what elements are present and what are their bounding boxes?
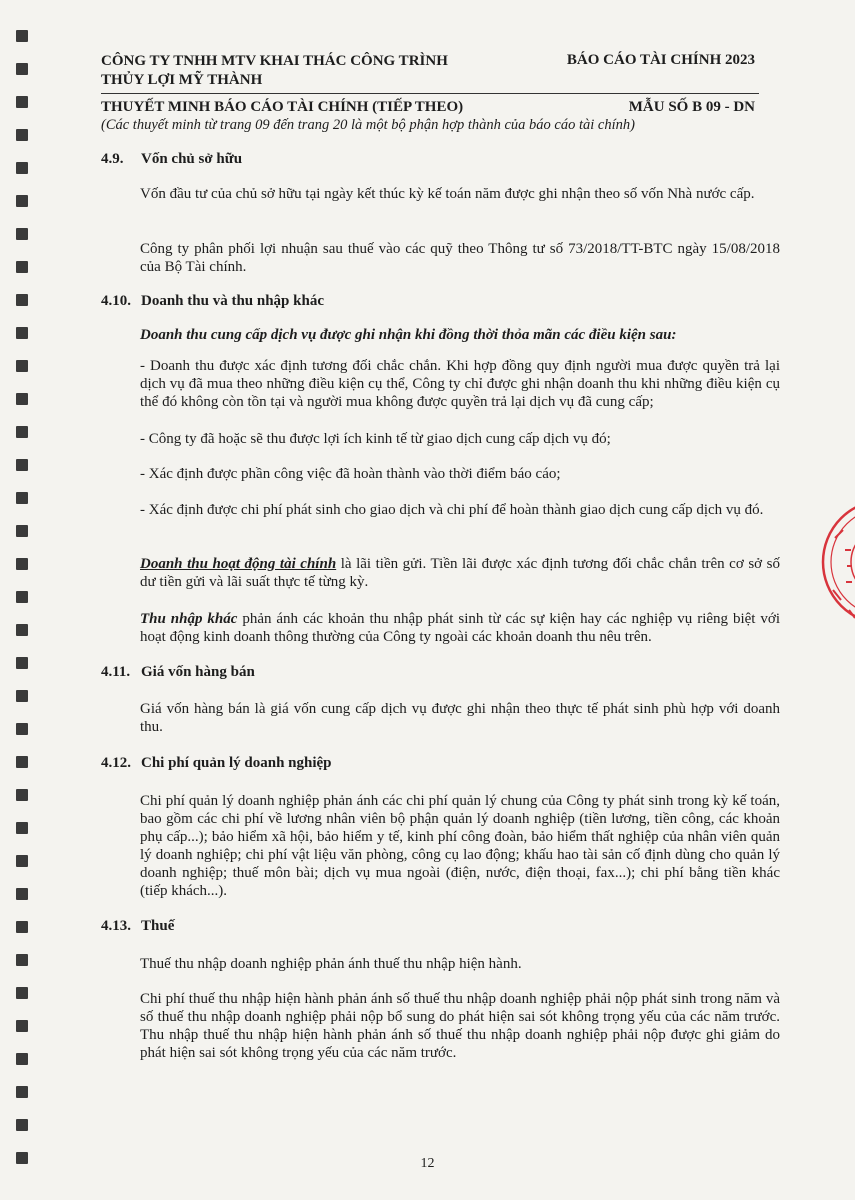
section-title: Thuế <box>141 918 175 934</box>
section-title: Giá vốn hàng bán <box>141 664 255 680</box>
form-number: MẪU SỐ B 09 - DN <box>628 99 755 115</box>
section-number: 4.12. <box>101 755 131 771</box>
header-note: (Các thuyết minh từ trang 09 đến trang 20 là một bộ phận hợp thành của báo cáo tài chính) <box>101 117 635 133</box>
section-title: Doanh thu và thu nhập khác <box>141 293 324 309</box>
section-heading-4-10 <box>101 293 324 310</box>
term: Thu nhập khác <box>140 611 238 627</box>
paragraph: Vốn đầu tư của chủ sở hữu tại ngày kết thúc kỳ kế toán năm được ghi nhận theo số vốn Nhà nước cấp. <box>140 186 755 202</box>
list-item: - Xác định được phần công việc đã hoàn thành vào thời điểm báo cáo; <box>140 466 561 482</box>
section-number: 4.9. <box>101 151 124 167</box>
section-heading-4-12 <box>101 755 332 772</box>
notes-title: THUYẾT MINH BÁO CÁO TÀI CHÍNH (TIẾP THEO) <box>101 99 464 115</box>
paragraph: Chi phí quản lý doanh nghiệp phản ánh các chi phí quản lý chung của Công ty phát sinh trong kỳ kế toán, bao gồm các chi phí về lương nhân viên bộ phận quản lý doanh nghiệp (tiền lương, tiền công, các khoản phụ cấp...); bảo hiểm xã hội, bảo hiểm y tế, kinh phí công đoàn, bảo hiểm thất nghiệp của nhân viên quản lý doanh nghiệp; chi phí vật liệu văn phòng, công cụ lao động; khấu hao tài sản cố định dùng cho quản lý doanh nghiệp; thuế môn bài; dịch vụ mua ngoài (điện, nước, điện thoại, fax...); chi phí bằng tiền khác (tiếp khách...). <box>140 793 780 899</box>
section-heading-4-9 <box>101 151 242 168</box>
list-item: - Doanh thu được xác định tương đối chắc chắn. Khi hợp đồng quy định người mua được quyền trả lại dịch vụ đã mua theo những điều kiện cụ thể, Công ty chỉ được ghi nhận doanh thu khi những điều kiện cụ thể đó không còn tồn tại và người mua không được quyền trả lại dịch vụ đã cung cấp; <box>140 358 780 410</box>
list-item: - Công ty đã hoặc sẽ thu được lợi ích kinh tế từ giao dịch cung cấp dịch vụ đó; <box>140 431 611 447</box>
company-name <box>101 52 448 90</box>
term-text: phản ánh các khoản thu nhập phát sinh từ các sự kiện hay các nghiệp vụ riêng biệt với hoạt động kinh doanh thông thường của Công ty ngoài các khoản doanh thu nêu trên. <box>140 611 780 645</box>
paragraph: Giá vốn hàng bán là giá vốn cung cấp dịch vụ được ghi nhận theo thực tế phát sinh phù hợp với doanh thu. <box>140 701 780 735</box>
section-title: Chi phí quản lý doanh nghiệp <box>141 755 332 771</box>
paragraph-financial-income <box>140 555 780 591</box>
term: Doanh thu hoạt động tài chính <box>140 556 337 572</box>
paragraph-other-income <box>140 610 780 646</box>
section-number: 4.11. <box>101 664 131 680</box>
list-item: - Xác định được chi phí phát sinh cho giao dịch và chi phí để hoàn thành giao dịch cung cấp dịch vụ đó. <box>140 502 764 518</box>
company-name-line2: THỦY LỢI MỸ THÀNH <box>101 72 263 88</box>
header-divider <box>101 93 759 94</box>
company-seal-icon <box>815 490 855 640</box>
paragraph: Thuế thu nhập doanh nghiệp phản ánh thuế thu nhập hiện hành. <box>140 956 522 972</box>
company-name-line1: CÔNG TY TNHH MTV KHAI THÁC CÔNG TRÌNH <box>101 53 448 69</box>
section-heading-4-11 <box>101 664 255 681</box>
report-title: BÁO CÁO TÀI CHÍNH 2023 <box>566 52 755 68</box>
term-text: là lãi tiền gửi. Tiền lãi được xác định tương đối chắc chắn trên cơ sở số dư tiền gửi và lãi suất thực tế từng kỳ. <box>140 556 780 590</box>
paragraph: Chi phí thuế thu nhập hiện hành phản ánh số thuế thu nhập doanh nghiệp phải nộp phát sinh trong năm và số thuế thu nhập doanh nghiệp phải nộp bổ sung do phát hiện sai sót không trọng yếu của các năm trước. Thu nhập thuế thu nhập hiện hành phản ánh số thuế thu nhập doanh nghiệp phải nộp được ghi giảm do phát hiện sai sót không trọng yếu của các năm trước. <box>140 991 780 1061</box>
paragraph: Công ty phân phối lợi nhuận sau thuế vào các quỹ theo Thông tư số 73/2018/TT-BTC ngày 15/08/2018 của Bộ Tài chính. <box>140 241 780 275</box>
section-number: 4.13. <box>101 918 131 934</box>
page-number: 12 <box>420 1156 435 1171</box>
section-heading-4-13 <box>101 918 174 935</box>
section-title: Vốn chủ sở hữu <box>141 151 243 167</box>
section-number: 4.10. <box>101 293 131 309</box>
subheading: Doanh thu cung cấp dịch vụ được ghi nhận khi đồng thời thỏa mãn các điều kiện sau: <box>140 327 677 343</box>
